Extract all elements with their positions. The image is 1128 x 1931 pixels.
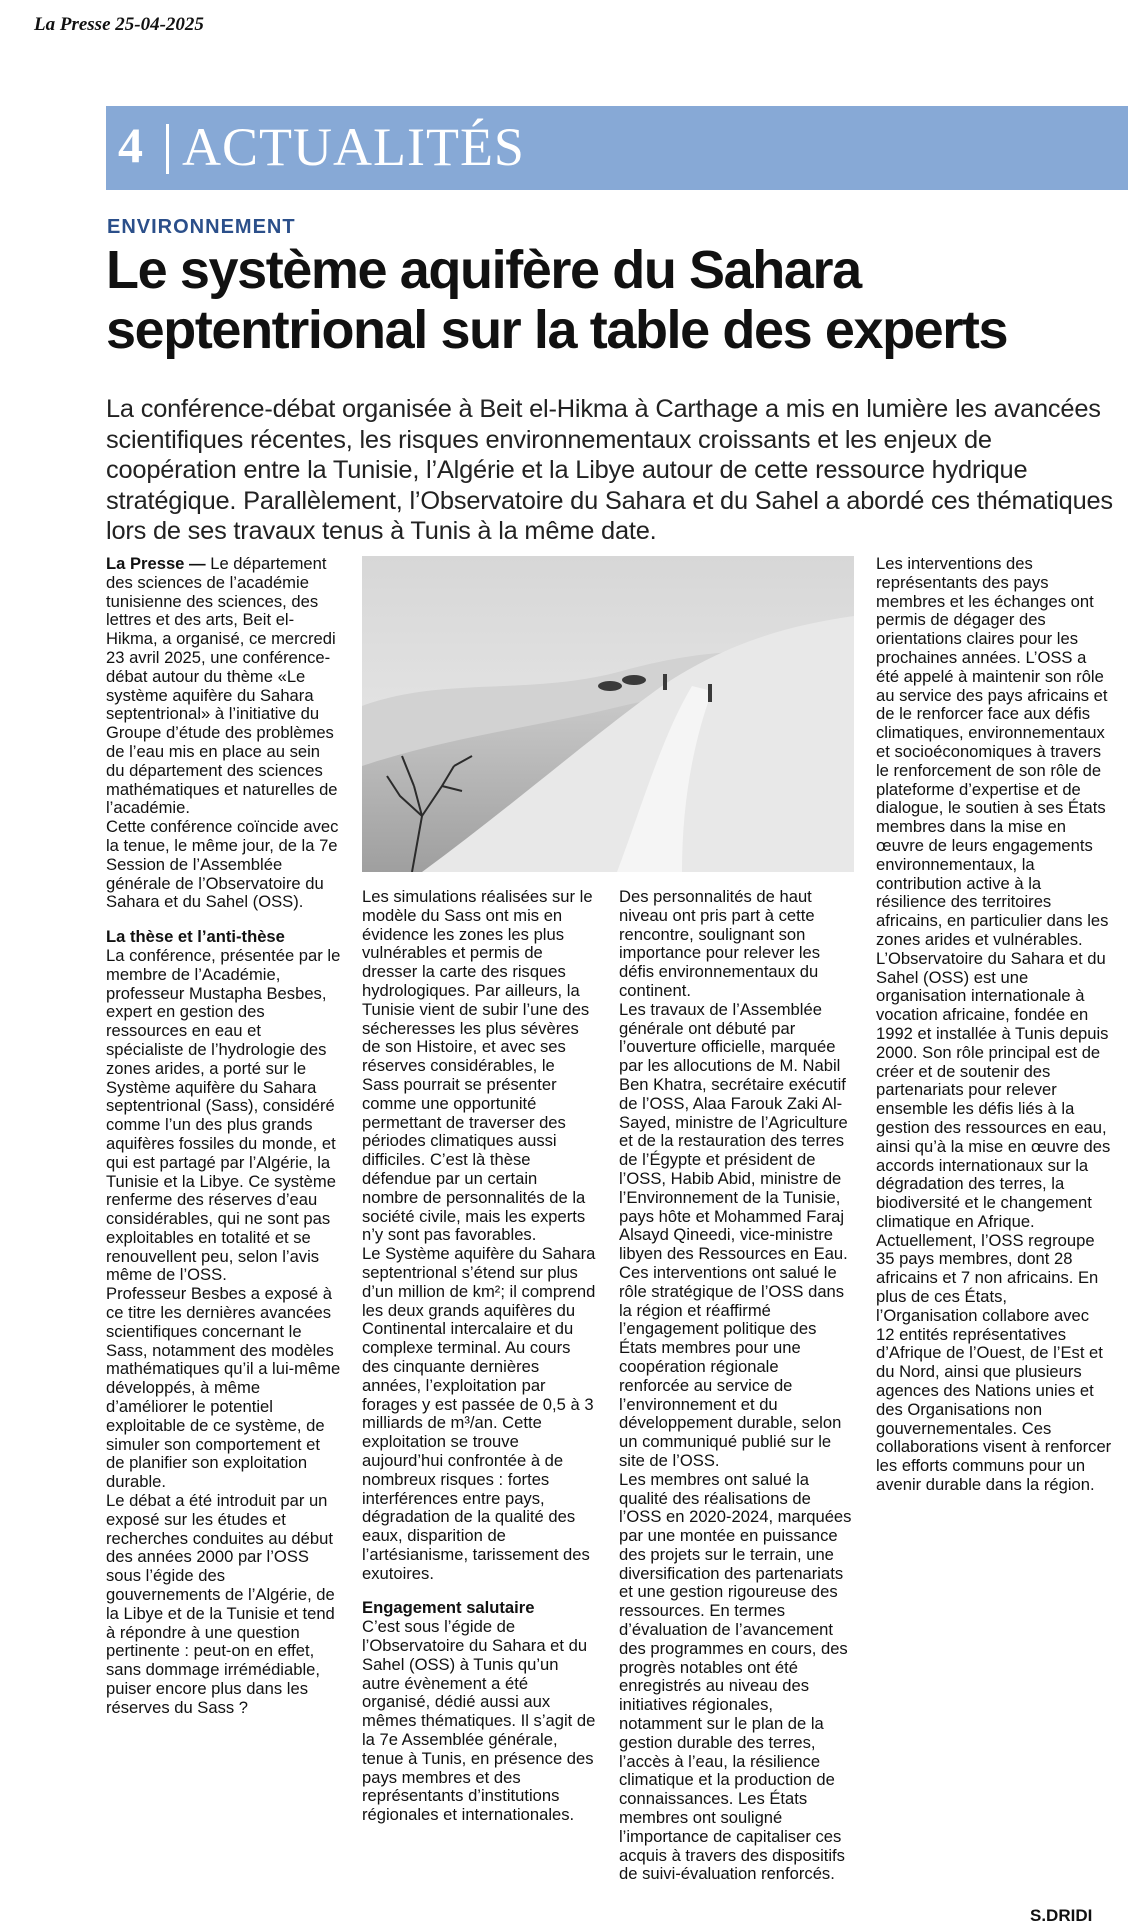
desert-photo	[362, 556, 854, 872]
paragraph: Actuellement, l’OSS regroupe 35 pays membres, dont 28 africains et 7 non africains. En plus de ces États, l’Organisation collabore avec 12 entités représentatives d’Afrique de l’Ouest, de l’Est et du Nord, ainsi que plusieurs agences des Nations unies et des Organisations non gouvernementales. Ces collaborations visent à renforcer les efforts communs pour un avenir durable dans la région.	[876, 1230, 1112, 1495]
paragraph: Les travaux de l’Assemblée générale ont débuté par l’ouverture officielle, marquée par les allocutions de M. Nabil Ben Khatra, secrétaire exécutif de l’OSS, Alaa Farouk Zaki Al-Sayed, ministre de l’Agriculture et de la restauration des terres de l’Égypte et président de l’OSS, Habib Abid, ministre de l’Environnement de la Tunisie, pays hôte et Mohammed Faraj Alsayd Qineedi, vice-ministre libyen des Ressources en Eau. Ces interventions ont salué le rôle stratégique de l’OSS dans la région et réaffirmé l’engagement politique des États membres pour une coopération régionale renforcée au service de l’environnement et du développement durable, selon un communiqué publié sur le site de l’OSS.	[619, 999, 848, 1470]
paragraph: Le Système aquifère du Sahara septentrional s’étend sur plus d’un million de km²; il comprend les deux grands aquifères du Continental intercalaire et du complexe terminal. Au cours des cinquante dernières années, l’exploitation par forages y est passée de 0,5 à 3 milliards de m³/an. Cette exploitation se trouve aujourd’hui confrontée à de nombreux risques : fortes interférences entre pays, dégradation de la qualité des eaux, disparition de l’artésianisme, tarissement des exutoires.	[362, 1244, 596, 1583]
article-column-3	[619, 888, 853, 1884]
article-lead: La conférence-débat organisée à Beit el-Hikma à Carthage a mis en lumière les avancées scientifiques récentes, les risques environnementaux croissants et les enjeux de coopération entre la Tunisie, l’Algérie et la Libye autour de cette ressource hydrique stratégique. Parallèlement, l’Observatoire du Sahara et du Sahel a abordé ces thématiques lors de ses travaux tenus à Tunis à la même date.	[106, 395, 1113, 545]
author-signature: S.DRIDI	[1030, 1906, 1093, 1925]
paragraph: Des personnalités de haut niveau ont pris part à cette rencontre, soulignant son importance pour relever les défis environnementaux du continent.	[619, 887, 821, 1000]
intro-text: Le département des sciences de l’académie tunisienne des sciences, des lettres et des arts, Beit el-Hikma, a organisé, ce mercredi 23 avril 2025, une conférence-débat autour du thème «Le système aquifère du Sahara septentrional» à l’initiative du Groupe d’étude des problèmes de l’eau mis en place au sein du département des sciences mathématiques et naturelles de l’académie.	[106, 554, 338, 818]
page-number: 4	[118, 117, 143, 173]
paragraph: Les interventions des représentants des pays membres et les échanges ont permis de dégager des orientations claires pour les prochaines années. L’OSS a été appelé à maintenir son rôle au service des pays africains et de le renforcer face aux défis climatiques, environnementaux et socioéconomiques à travers le renforcement de son rôle de plateforme d’expertise et de dialogue, le soutien à ses États membres dans la mise en œuvre de leurs engagements environnementaux, la contribution active à la résilience des territoires africains, en particulier dans les zones arides et vulnérables.	[876, 554, 1109, 949]
paragraph: Le débat a été introduit par un exposé sur les études et recherches conduites au début des années 2000 par l’OSS sous l’égide des gouvernements de l’Algérie, de la Libye et de la Tunisie et tend à répondre à une question pertinente : peut-on en effet, sans dommage irrémédiable, puiser encore plus dans les réserves du Sass ?	[106, 1491, 335, 1717]
article-column-4	[876, 555, 1112, 1495]
paragraph: Professeur Besbes a exposé à ce titre les dernières avancées scientifiques concernant le Sass, notamment des modèles mathématiques qu’il a lui-même développés, à même d’améliorer le potentiel exploitable de ce système, de simuler son comportement et de planifier son exploitation durable.	[106, 1284, 341, 1492]
paragraph: La conférence, présentée par le membre de l’Académie, professeur Mustapha Besbes, expert en gestion des ressources en eau et spécialiste de l’hydrologie des zones arides, a porté sur le Système aquifère du Sahara septentrional (Sass), considéré comme l’un des plus grands aquifères fossiles du monde, et qui est partagé par l’Algérie, la Tunisie et la Libye. Ce système renferme des réserves d’eau considérables, qui ne sont pas exploitables en totalité et se renouvellent peu, selon l’avis même de l’OSS.	[106, 945, 341, 1285]
section-title: ACTUALITÉS	[182, 117, 525, 177]
article-column-1	[106, 555, 342, 1718]
byline: La Presse —	[106, 554, 206, 573]
paragraph: C’est sous l’égide de l’Observatoire du Sahara et du Sahel (OSS) à Tunis qu’un autre évènement a été organisé, dédié aussi aux mêmes thématiques. Il s’agit de la 7e Assemblée générale, tenue à Tunis, en présence des pays membres et des représentants d’institutions régionales et internationales.	[362, 1617, 596, 1825]
article-column-2	[362, 888, 596, 1825]
newspaper-masthead: La Presse 25-04-2025	[34, 14, 204, 35]
paragraph: Les simulations réalisées sur le modèle du Sass ont mis en évidence les zones les plus vulnérables et permis de dresser la carte des risques hydrologiques. Par ailleurs, la Tunisie vient de subir l’une des sécheresses les plus sévères de son Histoire, et avec ses réserves considérables, le Sass pourrait se présenter comme une opportunité permettant de traverser des périodes climatiques aussi difficiles. C’est là thèse défendue par un certain nombre de personnalités de la société civile, mais les experts n’y sont pas favorables.	[362, 887, 593, 1245]
intro-paragraph	[106, 555, 342, 818]
subheading: Engagement salutaire	[362, 1598, 535, 1618]
paragraph: Cette conférence coïncide avec la tenue, le même jour, de la 7e Session de l’Assemblée générale de l’Observatoire du Sahara et du Sahel (OSS).	[106, 817, 339, 912]
paragraph: Les membres ont salué la qualité des réalisations de l’OSS en 2020-2024, marquées par une montée en puissance des projets sur le terrain, une diversification des partenariats et une gestion rigoureuse des ressources. En termes d’évaluation de l’avancement des programmes en cours, des progrès notables ont été enregistrés au niveau des initiatives régionales, notamment sur le plan de la gestion durable des terres, l’accès à l’eau, la résilience climatique et la production de connaissances. Les États membres ont souligné l’importance de capitaliser ces acquis à travers des dispositifs de suivi-évaluation renforcés.	[619, 1469, 852, 1884]
article-headline: Le système aquifère du Sahara septentrional sur la table des experts	[106, 240, 1008, 360]
subheading: La thèse et l’anti-thèse	[106, 927, 285, 947]
section-divider	[166, 124, 169, 174]
paragraph: L’Observatoire du Sahara et du Sahel (OSS) est une organisation internationale à vocation africaine, fondée en 1992 et installée à Tunis depuis 2000. Son rôle principal est de créer et de soutenir des partenariats pour relever ensemble les défis liés à la gestion des ressources en eau, ainsi qu’à la mise en œuvre des accords internationaux sur la dégradation des terres, la biodiversité et le changement climatique en Afrique.	[876, 948, 1111, 1231]
rubric-label: ENVIRONNEMENT	[107, 216, 296, 238]
